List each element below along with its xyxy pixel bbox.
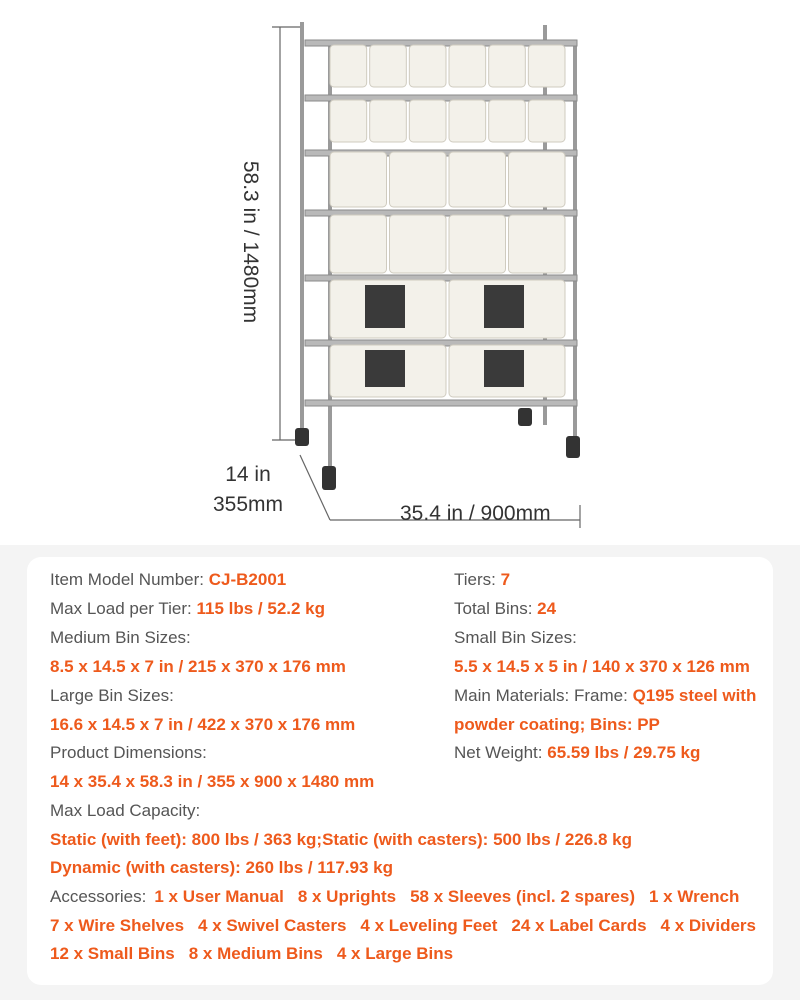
bin-divider <box>365 285 405 328</box>
accessory-item: 1 x User Manual <box>154 887 284 906</box>
accessories-line-2 <box>50 915 770 937</box>
accessories-line-3 <box>50 943 467 965</box>
max-load-tier-spec: Max Load per Tier: 115 lbs / 52.2 kg <box>50 599 326 618</box>
accessory-item: 1 x Wrench <box>649 887 740 906</box>
storage-bin <box>390 152 447 207</box>
medium-bin-value: 8.5 x 14.5 x 7 in / 215 x 370 x 176 mm <box>50 657 346 676</box>
accessory-item: 24 x Label Cards <box>511 916 647 935</box>
accessory-item: 58 x Sleeves (incl. 2 spares) <box>410 887 635 906</box>
storage-bin <box>528 45 565 87</box>
storage-bin <box>449 215 506 273</box>
storage-bin <box>449 152 506 207</box>
storage-bin <box>409 45 446 87</box>
height-dimension-label: 58.3 in / 1480mm <box>239 160 262 324</box>
accessory-item: 12 x Small Bins <box>50 944 175 963</box>
accessory-item: 7 x Wire Shelves <box>50 916 185 935</box>
storage-bin <box>330 100 367 142</box>
net-weight-spec: Net Weight: 65.59 lbs / 29.75 kg <box>454 743 701 762</box>
accessories-line-1 <box>50 886 753 908</box>
storage-bin <box>528 100 565 142</box>
bin-divider <box>365 350 405 387</box>
accessory-item: 8 x Medium Bins <box>188 944 323 963</box>
product-dim-label: Product Dimensions: <box>50 743 207 762</box>
wire-shelf <box>305 400 577 406</box>
accessory-item: 4 x Dividers <box>660 916 756 935</box>
depth-in-label: 14 in <box>225 463 271 486</box>
bin-divider <box>484 285 524 328</box>
medium-bin-label: Medium Bin Sizes: <box>50 628 191 647</box>
spec-card <box>27 557 773 985</box>
depth-dimension-label <box>213 460 283 520</box>
large-bin-value: 16.6 x 14.5 x 7 in / 422 x 370 x 176 mm <box>50 715 356 734</box>
large-bin-label: Large Bin Sizes: <box>50 686 174 705</box>
storage-bin <box>489 100 526 142</box>
storage-bin <box>509 215 566 273</box>
storage-bin <box>330 45 367 87</box>
total-bins-spec: Total Bins: 24 <box>454 599 557 618</box>
storage-bin <box>449 100 486 142</box>
storage-bin <box>370 100 407 142</box>
storage-bin <box>449 45 486 87</box>
accessories-label: Accessories: <box>50 887 147 906</box>
accessory-item: 8 x Uprights <box>297 887 397 906</box>
accessory-item: 4 x Leveling Feet <box>360 916 498 935</box>
storage-bin <box>330 152 387 207</box>
model-spec: Item Model Number: CJ-B2001 <box>50 570 287 589</box>
casters <box>295 408 580 490</box>
storage-bin <box>489 45 526 87</box>
materials-spec: Main Materials: Frame: Q195 steel with <box>454 686 757 705</box>
accessory-item: 4 x Large Bins <box>336 944 454 963</box>
static-load-value: Static (with feet): 800 lbs / 363 kg;Static (with casters): 500 lbs / 226.8 kg <box>50 830 632 849</box>
max-load-capacity-label: Max Load Capacity: <box>50 801 201 820</box>
materials-value-line2: powder coating; Bins: PP <box>454 715 660 734</box>
depth-mm-label: 355mm <box>213 493 284 516</box>
small-bin-label: Small Bin Sizes: <box>454 628 577 647</box>
bin-divider <box>484 350 524 387</box>
storage-bin <box>330 215 387 273</box>
small-bin-value: 5.5 x 14.5 x 5 in / 140 x 370 x 126 mm <box>454 657 750 676</box>
product-dim-value: 14 x 35.4 x 58.3 in / 355 x 900 x 1480 mm <box>50 772 375 791</box>
dynamic-load-value: Dynamic (with casters): 260 lbs / 117.93 kg <box>50 858 393 877</box>
tiers-spec: Tiers: 7 <box>454 570 511 589</box>
accessory-item: 4 x Swivel Casters <box>198 916 347 935</box>
width-dimension-label: 35.4 in / 900mm <box>400 502 551 525</box>
storage-bin <box>370 45 407 87</box>
storage-bin <box>509 152 566 207</box>
storage-bin <box>409 100 446 142</box>
storage-bin <box>390 215 447 273</box>
